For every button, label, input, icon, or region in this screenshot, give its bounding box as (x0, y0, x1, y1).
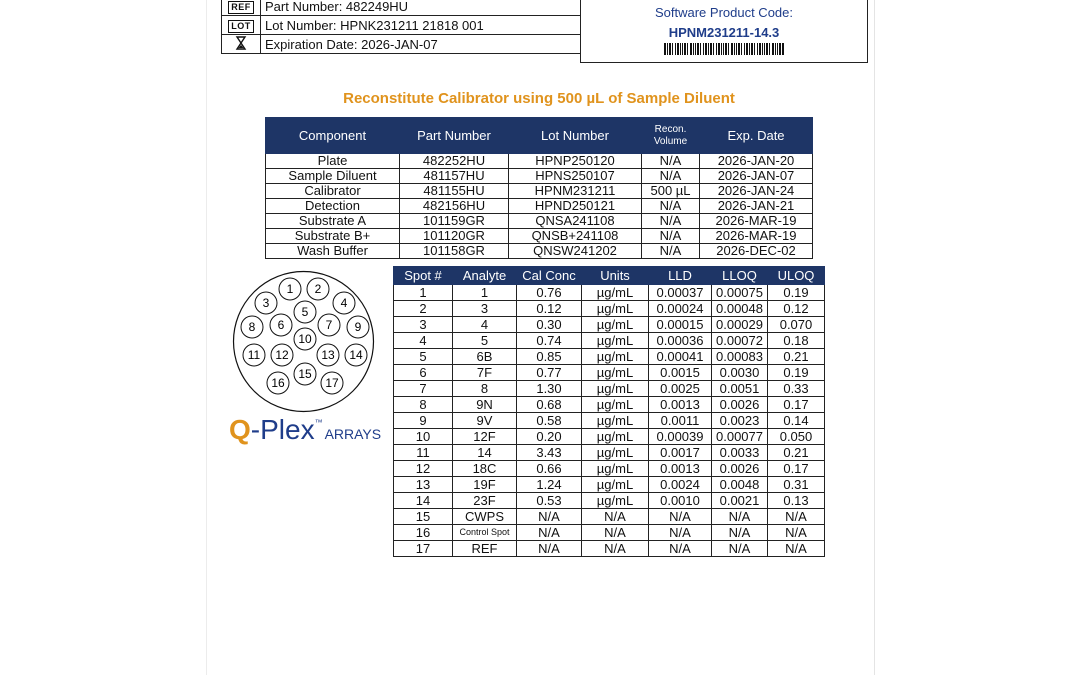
component-name: Plate (266, 154, 400, 169)
col-lld: LLD (649, 267, 712, 285)
lloq: 0.0030 (712, 365, 768, 381)
analyte-row (394, 301, 825, 317)
analyte-name: 12F (453, 429, 517, 445)
col-lloq: LLOQ (712, 267, 768, 285)
spot-number: 5 (394, 349, 453, 365)
uloq: 0.050 (768, 429, 825, 445)
analyte-name: CWPS (453, 509, 517, 525)
analyte-name: 7F (453, 365, 517, 381)
spot-label: 14 (349, 348, 363, 362)
units: µg/mL (582, 349, 649, 365)
uloq: 0.19 (768, 365, 825, 381)
component-recon-volume: N/A (642, 154, 700, 169)
spot-label: 10 (298, 332, 312, 346)
uloq: 0.17 (768, 397, 825, 413)
units: µg/mL (582, 461, 649, 477)
component-exp-date: 2026-JAN-20 (700, 154, 813, 169)
component-row (266, 154, 813, 169)
cal-conc: 1.30 (517, 381, 582, 397)
units: µg/mL (582, 285, 649, 301)
component-exp-date: 2026-MAR-19 (700, 229, 813, 244)
lloq: 0.0033 (712, 445, 768, 461)
spot-number: 12 (394, 461, 453, 477)
component-recon-volume: N/A (642, 169, 700, 184)
component-lot-number: HPNS250107 (509, 169, 642, 184)
lld: 0.0013 (649, 397, 712, 413)
uloq: N/A (768, 509, 825, 525)
spot-number: 2 (394, 301, 453, 317)
analyte-row (394, 429, 825, 445)
col-analyte: Analyte (453, 267, 517, 285)
component-table (265, 117, 813, 259)
component-name: Sample Diluent (266, 169, 400, 184)
analyte-row (394, 413, 825, 429)
expiration-date: Expiration Date: 2026-JAN-07 (261, 35, 581, 54)
lld: 0.00024 (649, 301, 712, 317)
spot-number: 17 (394, 541, 453, 557)
uloq: 0.17 (768, 461, 825, 477)
lloq: N/A (712, 541, 768, 557)
component-row (266, 229, 813, 244)
analyte-row (394, 285, 825, 301)
lld: 0.0017 (649, 445, 712, 461)
component-row (266, 184, 813, 199)
spot-label: 6 (277, 318, 285, 332)
spot-number: 1 (394, 285, 453, 301)
analyte-header-row (394, 267, 825, 285)
uloq: 0.19 (768, 285, 825, 301)
analyte-name: 5 (453, 333, 517, 349)
cal-conc: 1.24 (517, 477, 582, 493)
analyte-name: 6B (453, 349, 517, 365)
component-exp-date: 2026-JAN-24 (700, 184, 813, 199)
units: N/A (582, 509, 649, 525)
analyte-row (394, 317, 825, 333)
lld: 0.00041 (649, 349, 712, 365)
hourglass-icon (234, 36, 248, 50)
units: N/A (582, 525, 649, 541)
analyte-row (394, 509, 825, 525)
lld: 0.0024 (649, 477, 712, 493)
col-exp-date: Exp. Date (700, 118, 813, 154)
cal-conc: 0.12 (517, 301, 582, 317)
spot-label: 16 (271, 376, 285, 390)
logo-arrays: ARRAYS (324, 426, 382, 442)
cal-conc: 0.58 (517, 413, 582, 429)
component-lot-number: QNSB+241108 (509, 229, 642, 244)
units: µg/mL (582, 413, 649, 429)
spot-label: 17 (325, 376, 339, 390)
analyte-name: 14 (453, 445, 517, 461)
col-spot: Spot # (394, 267, 453, 285)
component-name: Substrate B+ (266, 229, 400, 244)
lot-number-row (222, 16, 581, 35)
lloq: N/A (712, 525, 768, 541)
uloq: 0.21 (768, 349, 825, 365)
logo-q: Q (229, 414, 251, 445)
col-units: Units (582, 267, 649, 285)
software-code: HPNM231211-14.3 (668, 25, 780, 40)
barcode (664, 43, 784, 55)
uloq: 0.12 (768, 301, 825, 317)
component-lot-number: HPNM231211 (509, 184, 642, 199)
qplex-logo (229, 414, 381, 446)
spot-number: 11 (394, 445, 453, 461)
lloq: 0.0026 (712, 461, 768, 477)
component-exp-date: 2026-JAN-21 (700, 199, 813, 214)
label-info-table (221, 0, 581, 54)
cal-conc: 0.30 (517, 317, 582, 333)
units: µg/mL (582, 381, 649, 397)
cal-conc: 0.53 (517, 493, 582, 509)
cal-conc: 0.76 (517, 285, 582, 301)
lot-number: Lot Number: HPNK231211 21818 001 (261, 16, 581, 35)
units: N/A (582, 541, 649, 557)
lld: 0.0025 (649, 381, 712, 397)
analyte-row (394, 461, 825, 477)
component-name: Calibrator (266, 184, 400, 199)
uloq: 0.31 (768, 477, 825, 493)
col-uloq: ULOQ (768, 267, 825, 285)
lld: 0.00036 (649, 333, 712, 349)
analyte-name: 3 (453, 301, 517, 317)
analyte-name: Control Spot (453, 525, 517, 541)
cal-conc: 0.66 (517, 461, 582, 477)
analyte-row (394, 349, 825, 365)
uloq: 0.18 (768, 333, 825, 349)
cal-conc: 0.77 (517, 365, 582, 381)
spot-label: 13 (321, 348, 335, 362)
lld: N/A (649, 525, 712, 541)
spot-number: 6 (394, 365, 453, 381)
spot-label: 9 (354, 320, 362, 334)
spot-label: 15 (298, 367, 312, 381)
part-number: Part Number: 482249HU (261, 0, 581, 16)
uloq: 0.070 (768, 317, 825, 333)
col-part-number: Part Number (400, 118, 509, 154)
cal-conc: N/A (517, 541, 582, 557)
spot-number: 8 (394, 397, 453, 413)
reconstitution-instruction (0, 90, 1080, 108)
component-header-row (266, 118, 813, 154)
lloq: 0.0048 (712, 477, 768, 493)
lld: N/A (649, 541, 712, 557)
lloq: 0.0023 (712, 413, 768, 429)
lld: 0.0015 (649, 365, 712, 381)
software-code-box (580, 0, 868, 63)
analyte-row (394, 333, 825, 349)
cal-conc: N/A (517, 509, 582, 525)
component-recon-volume: 500 µL (642, 184, 700, 199)
spot-label: 7 (325, 318, 333, 332)
spot-label: 11 (247, 348, 261, 362)
col-lot-number: Lot Number (509, 118, 642, 154)
spot-label: 5 (301, 305, 309, 319)
component-part-number: 101159GR (400, 214, 509, 229)
spot-number: 14 (394, 493, 453, 509)
lld: 0.00039 (649, 429, 712, 445)
lld: 0.0013 (649, 461, 712, 477)
analyte-row (394, 477, 825, 493)
uloq: 0.33 (768, 381, 825, 397)
cal-conc: 0.85 (517, 349, 582, 365)
lloq: N/A (712, 509, 768, 525)
component-row (266, 199, 813, 214)
component-recon-volume: N/A (642, 244, 700, 259)
spot-label: 12 (275, 348, 289, 362)
component-part-number: 482252HU (400, 154, 509, 169)
component-recon-volume: N/A (642, 214, 700, 229)
analyte-row (394, 381, 825, 397)
lld: 0.0010 (649, 493, 712, 509)
units: µg/mL (582, 333, 649, 349)
component-lot-number: HPND250121 (509, 199, 642, 214)
units: µg/mL (582, 445, 649, 461)
analyte-name: 23F (453, 493, 517, 509)
cal-conc: 0.68 (517, 397, 582, 413)
component-row (266, 214, 813, 229)
analyte-name: 18C (453, 461, 517, 477)
cal-conc: 3.43 (517, 445, 582, 461)
component-part-number: 481157HU (400, 169, 509, 184)
lloq: 0.0051 (712, 381, 768, 397)
spot-label: 1 (286, 282, 294, 296)
lloq: 0.00077 (712, 429, 768, 445)
lloq: 0.00075 (712, 285, 768, 301)
lloq: 0.0026 (712, 397, 768, 413)
uloq: 0.14 (768, 413, 825, 429)
spot-map (231, 269, 376, 414)
spot-label: 8 (248, 320, 256, 334)
spot-label: 4 (340, 296, 348, 310)
spot-number: 15 (394, 509, 453, 525)
analyte-row (394, 525, 825, 541)
component-exp-date: 2026-DEC-02 (700, 244, 813, 259)
part-number-row (222, 0, 581, 16)
uloq: 0.21 (768, 445, 825, 461)
component-recon-volume: N/A (642, 199, 700, 214)
spot-number: 10 (394, 429, 453, 445)
lloq: 0.00029 (712, 317, 768, 333)
analyte-row (394, 541, 825, 557)
cal-conc: 0.74 (517, 333, 582, 349)
expiration-row (222, 35, 581, 54)
component-name: Substrate A (266, 214, 400, 229)
col-component: Component (266, 118, 400, 154)
lot-symbol: LOT (228, 20, 254, 33)
analyte-row (394, 365, 825, 381)
analyte-name: REF (453, 541, 517, 557)
spot-number: 9 (394, 413, 453, 429)
logo-trademark: ™ (314, 418, 323, 427)
lld: 0.00037 (649, 285, 712, 301)
analyte-table (393, 266, 825, 557)
component-name: Wash Buffer (266, 244, 400, 259)
lld: N/A (649, 509, 712, 525)
lloq: 0.0021 (712, 493, 768, 509)
spot-label: 2 (314, 282, 322, 296)
component-name: Detection (266, 199, 400, 214)
units: µg/mL (582, 477, 649, 493)
analyte-name: 8 (453, 381, 517, 397)
analyte-row (394, 493, 825, 509)
lloq: 0.00083 (712, 349, 768, 365)
spot-label: 3 (262, 296, 270, 310)
lld: 0.0011 (649, 413, 712, 429)
component-part-number: 101120GR (400, 229, 509, 244)
analyte-name: 19F (453, 477, 517, 493)
spot-number: 4 (394, 333, 453, 349)
component-part-number: 101158GR (400, 244, 509, 259)
analyte-name: 9V (453, 413, 517, 429)
component-exp-date: 2026-MAR-19 (700, 214, 813, 229)
lloq: 0.00048 (712, 301, 768, 317)
units: µg/mL (582, 397, 649, 413)
ref-symbol: REF (228, 1, 254, 14)
instruction-text: Reconstitute Calibrator using 500 µL of Sample Diluent (343, 90, 735, 107)
units: µg/mL (582, 493, 649, 509)
analyte-row (394, 445, 825, 461)
uloq: N/A (768, 525, 825, 541)
component-part-number: 481155HU (400, 184, 509, 199)
cal-conc: N/A (517, 525, 582, 541)
software-code-title: Software Product Code: (654, 5, 794, 20)
component-row (266, 244, 813, 259)
uloq: 0.13 (768, 493, 825, 509)
logo-plex: -Plex (250, 414, 315, 445)
component-row (266, 169, 813, 184)
lld: 0.00015 (649, 317, 712, 333)
col-recon-volume: Recon. Volume (642, 118, 700, 154)
component-lot-number: QNSA241108 (509, 214, 642, 229)
analyte-name: 4 (453, 317, 517, 333)
units: µg/mL (582, 365, 649, 381)
component-lot-number: HPNP250120 (509, 154, 642, 169)
lloq: 0.00072 (712, 333, 768, 349)
units: µg/mL (582, 317, 649, 333)
units: µg/mL (582, 429, 649, 445)
uloq: N/A (768, 541, 825, 557)
spot-number: 13 (394, 477, 453, 493)
analyte-name: 9N (453, 397, 517, 413)
units: µg/mL (582, 301, 649, 317)
spot-number: 16 (394, 525, 453, 541)
analyte-name: 1 (453, 285, 517, 301)
cal-conc: 0.20 (517, 429, 582, 445)
component-exp-date: 2026-JAN-07 (700, 169, 813, 184)
col-cal-conc: Cal Conc (517, 267, 582, 285)
analyte-row (394, 397, 825, 413)
component-lot-number: QNSW241202 (509, 244, 642, 259)
spot-number: 3 (394, 317, 453, 333)
component-recon-volume: N/A (642, 229, 700, 244)
component-part-number: 482156HU (400, 199, 509, 214)
spot-number: 7 (394, 381, 453, 397)
